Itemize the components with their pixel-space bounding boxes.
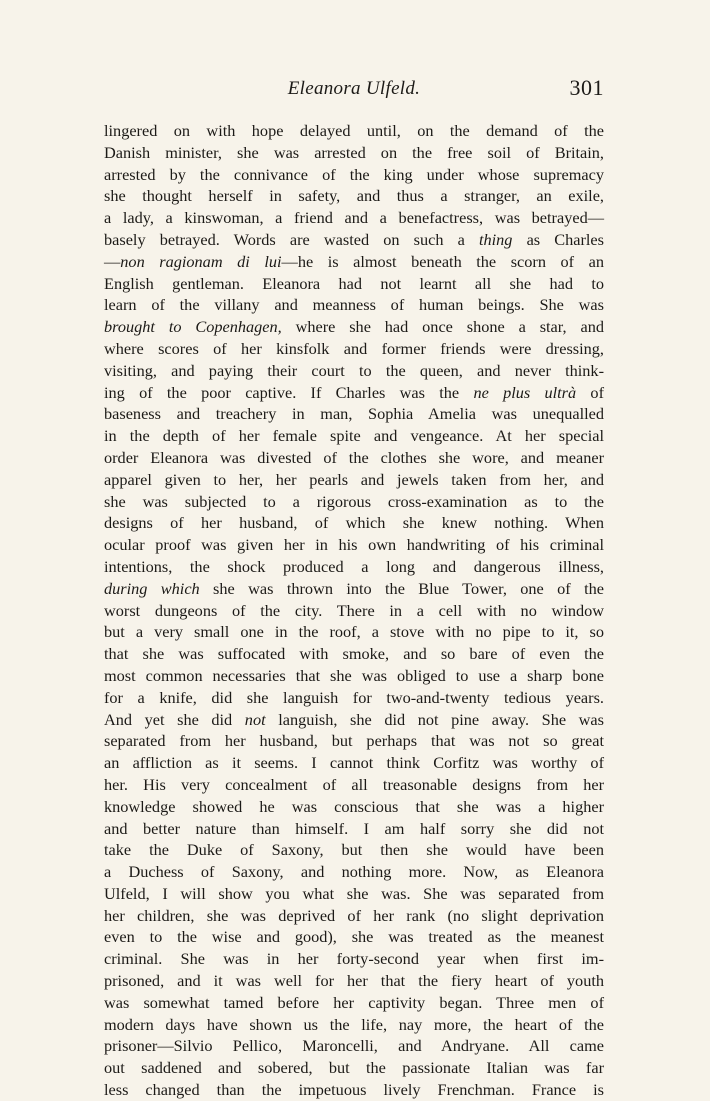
text-segment: Ulfeld, I will show you what she was. She was separated from [104,883,604,903]
text-segment: designs of her husband, of which she knew nothing. When [104,513,604,533]
text-segment: worst dungeons of the city. There in a cell with no window [104,600,604,620]
text-line [104,861,604,883]
text-segment: languish, she did not pine away. She was [265,709,604,729]
italic-text: non ragionam di lui [120,251,282,271]
text-segment: out saddened and sobered, but the passionate Italian was far [104,1058,604,1078]
text-segment: lingered on with hope delayed until, on the demand of the [104,121,604,140]
text-segment: for a knife, did she languish for two-and-twenty tedious years. [104,687,604,707]
text-line [104,1014,604,1036]
running-head [104,75,604,106]
text-segment: apparel given to her, her pearls and jewels taken from her, and [104,469,604,489]
text-line [104,512,604,534]
text-segment: basely betrayed. Words are wasted on such a [104,229,479,249]
text-segment: but a very small one in the roof, a stove with no pipe to it, so [104,622,604,642]
text-segment: order Eleanora was divested of the clothes she wore, and meaner [104,447,604,467]
text-segment: — [104,251,121,271]
text-line [104,120,604,142]
text-segment: her. His very concealment of all treasonable designs from her [104,774,604,794]
text-line [104,425,604,447]
text-line [104,469,604,491]
text-line [104,1079,604,1101]
text-segment: —he is almost beneath the scorn of an [281,251,605,271]
text-segment: she was subjected to a rigorous cross-examination as to the [104,491,604,511]
text-line [104,447,604,469]
text-segment: arrested by the connivance of the king under whose supremacy [104,164,604,184]
italic-text: thing [478,229,513,249]
text-segment: criminal. She was in her forty-second year when first im- [104,949,604,969]
text-segment: that she was suffocated with smoke, and so bare of even the [104,644,604,664]
body-text [104,120,604,1101]
text-segment: a lady, a kinswoman, a friend and a benefactress, was betrayed— [104,208,604,228]
text-segment: knowledge showed he was conscious that she was a higher [104,796,604,816]
text-line [104,883,604,905]
text-segment: an affliction as it seems. I cannot think Corfitz was worthy of [104,753,604,773]
text-line [104,556,604,578]
italic-text: brought to Copenhagen, [104,317,282,337]
text-line [104,1057,604,1079]
text-line [104,534,604,556]
text-segment: learn of the villany and meanness of human beings. She was [104,295,604,315]
text-line [104,273,604,295]
text-line [104,229,604,251]
text-line [104,382,604,404]
text-segment: ocular proof was given her in his own handwriting of his criminal [104,535,604,555]
text-line [104,338,604,360]
text-line [104,752,604,774]
running-title: Eleanora Ulfeld. [287,78,421,99]
text-segment: And yet she did [104,709,245,729]
text-line [104,164,604,186]
text-line [104,992,604,1014]
text-line [104,687,604,709]
text-line [104,905,604,927]
text-line [104,1035,604,1057]
text-segment: of [576,382,604,402]
text-segment: where scores of her kinsfolk and former friends were dressing, [104,338,604,358]
text-line [104,360,604,382]
text-line [104,926,604,948]
text-segment: she was thrown into the Blue Tower, one of the [199,578,604,598]
text-segment: she thought herself in safety, and thus a stranger, an exile, [104,186,604,206]
text-segment: English gentleman. Eleanora had not learnt all she had to [104,273,604,293]
text-line [104,665,604,687]
italic-text: ne plus ultrà [473,382,577,402]
text-line [104,796,604,818]
text-segment: was somewhat tamed before her captivity began. Three men of [104,992,604,1012]
text-segment: and better nature than himself. I am half sorry she did not [104,818,604,838]
text-segment: where she had once shone a star, and [281,317,604,337]
text-line [104,948,604,970]
text-line [104,730,604,752]
text-line [104,970,604,992]
italic-text: not [244,709,266,729]
page-number: 301 [569,75,604,100]
text-line [104,643,604,665]
text-line [104,251,604,273]
text-line [104,403,604,425]
text-segment: modern days have shown us the life, nay more, the heart of the [104,1014,604,1034]
text-line [104,578,604,600]
text-line [104,316,604,338]
text-segment: separated from her husband, but perhaps that was not so great [104,731,604,751]
text-segment: most common necessaries that she was obliged to use a sharp bone [104,665,604,685]
text-segment: her children, she was deprived of her rank (no slight deprivation [104,905,604,925]
text-line [104,774,604,796]
text-segment: even to the wise and good), she was treated as the meanest [104,927,604,947]
text-line [104,491,604,513]
text-segment: take the Duke of Saxony, but then she would have been [104,840,604,860]
text-segment: ing of the poor captive. If Charles was the [104,382,474,402]
text-line [104,294,604,316]
text-line [104,818,604,840]
text-segment: intentions, the shock produced a long and dangerous illness, [104,556,604,576]
text-line [104,142,604,164]
text-segment: prisoned, and it was well for her that the fiery heart of youth [104,971,604,991]
text-line [104,185,604,207]
text-line [104,600,604,622]
text-line [104,839,604,861]
italic-text: during which [104,578,200,598]
text-line [104,621,604,643]
text-segment: less changed than the impetuous lively Frenchman. France is [104,1080,604,1100]
text-segment: Danish minister, she was arrested on the free soil of Britain, [104,142,604,162]
text-segment: visiting, and paying their court to the queen, and never think- [104,360,604,380]
text-line [104,207,604,229]
text-line [104,709,604,731]
text-segment: in the depth of her female spite and vengeance. At her special [104,426,604,446]
text-segment: a Duchess of Saxony, and nothing more. Now, as Eleanora [104,862,604,882]
text-segment: baseness and treachery in man, Sophia Amelia was unequalled [104,404,604,424]
text-segment: prisoner—Silvio Pellico, Maroncelli, and Andryane. All came [104,1036,604,1056]
text-segment: as Charles [512,229,604,249]
